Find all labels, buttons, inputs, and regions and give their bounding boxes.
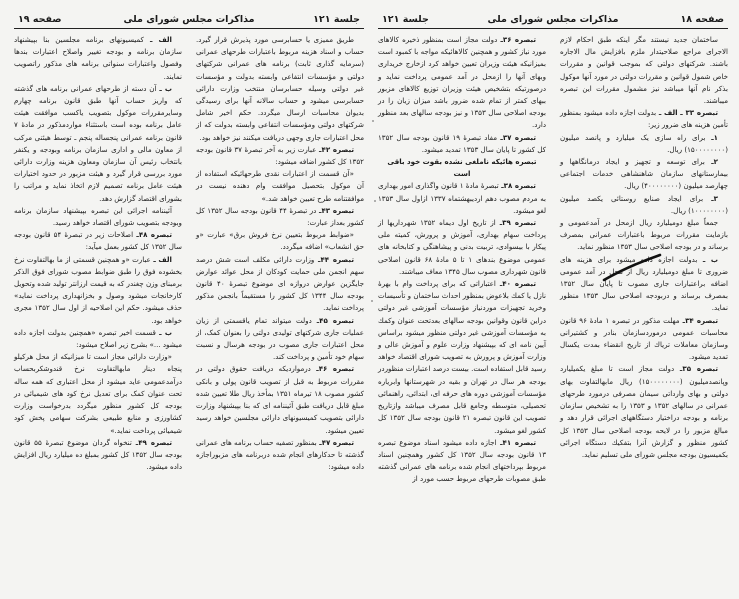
article-paragraph [196, 205, 364, 229]
article-paragraph [14, 254, 182, 327]
article-label: تبصره ۳۷ـ [497, 132, 536, 142]
article-label: ۲ـ [704, 157, 718, 167]
article-text: وزارت دارائی مکلف است شش درصد سهم انجمن ملی حمایت کودکان از محل عوائد عوارض جایگزین عوارض دروازه ای موضوع تبصرهٔ ۴۰ قانون بودجه سال ۱۳۴۴ کل کشور را مستقیماً بانجمن مذکور پرداخت نماید. [196, 254, 365, 313]
article-paragraph [560, 363, 728, 461]
article-text: برای راه سازی یک میلیارد و پانصد میلیون (۱۵۰۰۰۰۰۰۰۰) ریال. [560, 132, 728, 154]
article-paragraph [378, 278, 546, 437]
article-text: «آن قسمت از اعتبارات نقدی طرحهائیکه استفاده از آن موکول بتحصیل موافقت وام دهنده نیست در موافقتنامه طرح تعیین خواهد شد.» [196, 169, 364, 203]
article-paragraph [378, 34, 546, 132]
article-paragraph [196, 144, 364, 168]
text-column-right [560, 34, 728, 461]
article-paragraph [560, 315, 728, 364]
article-label: تبصره ۳۸ـ [498, 181, 536, 191]
article-paragraph [560, 193, 728, 217]
article-text: از تاریخ اول دیماه ۱۳۵۲ شهرداریها از پرداخت سهام بهداری، آموزش و پرورش، کمیته ملی پیکار با بیسوادی، تربیت بدنی و پیشاهنگی و کتابخانه های عمومی موضوع بندهای ۱ تا ۵ مادهٔ ۶۸ قانون اصلاحی قانون شهرداری مصوب سال ۱۳۴۵ معاف میباشند. [378, 218, 546, 276]
article-paragraph [560, 34, 728, 107]
article-text: قسمت اخیر تبصره «همچنین بدولت اجازه داده میشود ...» بشرح زیر اصلاح میشود: [14, 327, 182, 350]
article-paragraph [14, 351, 182, 436]
article-label: تبصره ۴۷ـ [316, 437, 354, 447]
page-18 [378, 0, 728, 599]
article-text: جمعاً مبلغ دومیلیارد ریال ازمحل در آمدعمومی و بازمایت مقررات مربوط باعتبارات عمرانی بمصرف برساند و در بودجه اصلاحی سال ۱۳۵۳ منظور نماید. [560, 218, 728, 252]
session-number: جلسة ۱۲۱ [313, 14, 360, 25]
article-text: تبصرهٔ مادهٔ ۱ قانون واگذاری امور بهداری به مردم مصوب دهم اردیبهشتماه ۱۳۳۷ ازاول سال ۱۳۵۳ لغو میشود. [378, 181, 546, 215]
article-label: تبصره ۳۶ـ [497, 35, 536, 44]
article-label: الف ـ [143, 35, 172, 44]
article-paragraph [378, 132, 546, 156]
article-label: تبصره ۴۶ـ [310, 364, 354, 374]
article-label: تبصره ۴۴ـ [314, 254, 354, 264]
publication-title: مذاکرات مجلس شورای ملی [487, 14, 619, 25]
article-label: تبصره ۴۰ـ [495, 279, 536, 289]
text-column-left [14, 34, 182, 473]
article-text: بدولت اجازه داده میشود بمنظور تأمین هزینه های ضرور زیر: [560, 108, 728, 130]
article-text: اجازه داده میشود اسناد موضوع تبصره ۱۳ قانون بودجه سال ۱۳۵۲ کل کشور وهمچنین اسناد مربوط بپرداختهای انجام شده برنامه های عمرانی گذشته طبق مصوبات طرحهای مربوط حسب مورد از [378, 437, 547, 484]
article-label: تبصره ۴۲ـ [316, 144, 355, 154]
article-label: تبصره ۴۵ـ [311, 315, 354, 325]
text-column-left [378, 34, 546, 486]
article-text: تبصره هائیکه ناملغی نشده بقوت خود باقی است [387, 157, 537, 179]
article-text: آئیننامه اجرائی این تبصره بپیشنهاد سازمان برنامه وبودجه بتصویب شورای اقتصاد خواهد رسید. [14, 205, 182, 228]
article-label: تبصره ۴۱ـ [496, 437, 536, 447]
article-paragraph [560, 107, 728, 131]
text-column-right [196, 34, 364, 473]
page-number: صفحه ۱۸ [680, 14, 724, 25]
article-text: «وزارت دارائی مجاز است تا میزانیکه از محل هرکیلو پنجاه دینار مابهالتفاوت نرخ قندوشکربحساب درآمدعمومی عاید میشود از محل اعتباری که همه ساله تحت عنوان کمک برای تعدیل نرخ کود های شیمیائی در بودجه کل کشور منظور میگردد بدرخواست وزارت کشاورزی و منابع طبیعی بشرکت سهامی پخش کود شیمیائی پرداخت نماید.» [14, 352, 182, 435]
article-paragraph [196, 34, 364, 144]
article-text: عبارت زیر به آخر تبصرهٔ ۳۷ قانون بودجه ۱۳۵۲ کل کشور اضافه میشود: [196, 144, 364, 167]
article-paragraph [196, 229, 364, 253]
article-text: بمنظور تصفیه حساب برنامه های عمرانی گذشته تا حدکارهای انجام شده دربرنامه های مزبوراجازه داده میشود: [195, 437, 364, 472]
article-label: تبصره ۴۸ـ [133, 230, 172, 240]
page-number: صفحه ۱۹ [18, 14, 62, 25]
scan-speck [374, 200, 376, 202]
article-paragraph [14, 83, 182, 205]
article-text: تنخواه گردان موضوع تبصرهٔ ۵۵ قانون بودجه سال ۱۳۵۲ کل کشور بمبلغ ده میلیارد ریال افزایش داده میشود. [14, 437, 182, 472]
article-paragraph [196, 168, 364, 205]
article-text: «ضوابط مربوط بتعیین نرخ فروش برق» عبارت «و حق انشعاب» اضافه میگردد. [196, 230, 364, 252]
page-header [378, 12, 728, 29]
article-paragraph [560, 132, 728, 156]
section-heading [378, 156, 546, 180]
article-text: دولت مجاز است بمنظور ذخیره کالاهای مورد نیاز کشور و همچنین کالاهائیکه مواجه با کمبود است بمیزانیکه هیئت وزیران تعیین خواهد کرد ازخارج خریداری وبهای آنها را ازمحل در آمد عمومی پرداخت نماید و درصورتیکه بتشخیص هیئت وزیران توزیع کالاهای مزبور ببهای کمتر از تمام شده ضرور باشد میزان زیان را در بودجه اصلاحی سال ۱۳۵۳ و نیز بودجه سالهای بعد منظور دارد. [378, 35, 546, 130]
article-label: تبصره ۴۳ـ [316, 205, 355, 215]
article-text: در تبصرهٔ ۴۴ قانون بودجه سال ۱۳۵۲ کل کشور بعداز عبارت: [196, 205, 364, 228]
article-label: تبصره ۳۹ـ [495, 218, 536, 228]
article-text: برای توسعه و تجهیز و ایجاد درمانگاهها و بیمارستانهای سازمان شاهنشاهی خدمات اجتماعی چهارصد میلیون (۴۰۰۰۰۰۰۰۰) ریال. [560, 157, 728, 191]
article-paragraph [196, 363, 364, 436]
article-paragraph [14, 327, 182, 351]
article-label: تبصره ۳۴ـ [679, 315, 718, 325]
article-paragraph [14, 229, 182, 253]
article-text: آن دسته از طرحهای عمرانی برنامه های گذشته که واریز حساب آنها طبق قانون برنامه چهارم وسایرمقررات موکول بتصویب یاکسب موافقت هیئت عامل برنامه بوده است باستثناء مواردمذکور در مادهٔ ۷ قانون برنامه عمرانی پنجساله پنجم ـ توسط هیئتی مرکب از معاون مالی و اداری سازمان برنامه وبودجه و یکنفر بانتخاب رئیس آن سازمان ومعاون هزینه وزارت دارائی مورد بررسی قرار گیرد و هیئت مزبور در حدود اختیارات هیئت عامل برنامه تصمیم لازم اتخاذ نماید و مراتب را بشورای اقتصاد گزارش دهد. [14, 83, 182, 203]
article-label: ب ـ [155, 327, 172, 337]
article-label: الف ـ [150, 254, 172, 264]
article-paragraph [14, 437, 182, 474]
article-paragraph [378, 217, 546, 278]
article-paragraph [14, 205, 182, 229]
article-text: برای ایجاد صنایع روستائی یکصد میلیون (۱۰۰۰۰۰۰۰۰) ریال. [560, 193, 728, 215]
publication-title: مذاکرات مجلس شورای ملی [123, 14, 255, 25]
article-text: ساختمان جدید نیستند مگر اینکه طبق احکام لازم الاجرای مراجع صلاحیتدار ملزم بافزایش مال الاجاره باشند. شرکتهای دولتی که بموجب قوانین و مقررات خاص شمول قوانین و مقررات دولتی در مورد آنها موکول بذکر نام آنها میباشد نیز مشمول مقررات این تبصره میباشند. [560, 35, 728, 106]
article-label: تبصره ۴۹ـ [131, 437, 172, 447]
article-label: ۳ـ [703, 193, 718, 203]
article-paragraph [196, 315, 364, 364]
article-text: درمواردیکه دریافت حقوق دولتی در مقررات مربوط به قبل از تصویب قانون پولی و بانکی کشور مصوب ۱۸ تیرماه ۱۳۵۱ بمأخذ ریال طلا تعیین شده مبلغ قابل دریافت طبق آئیننامه ای که بنا بپیشنهاد وزارت دارائی بتصویب کمیسیونهای دارائی مجلسین خواهد رسید تعیین میشود. [196, 364, 364, 435]
article-label: تبصره ۳۵ـ [674, 364, 718, 374]
scan-speck [372, 120, 374, 122]
article-paragraph [560, 217, 728, 254]
article-text: دولت میتواند تمام یاقسمتی از زیان عملیات جاری شرکتهای تولیدی دولتی را بعنوان کمک، از محل اعتبارات جاری مصوب در بودجه هرسال و نسبت سهام خود تأمین و پرداخت کند. [196, 315, 364, 362]
article-label: ۱ـ [705, 132, 718, 142]
article-text: مفاد تبصرهٔ ۱۹ قانون بودجه سال ۱۳۵۲ کل کشور تا پایان سال ۱۳۵۳ تمدید میشود. [378, 132, 546, 154]
article-label: ب ـ [156, 83, 172, 93]
article-paragraph [560, 156, 728, 193]
article-paragraph [14, 34, 182, 83]
session-number: جلسة ۱۲۱ [382, 14, 429, 25]
article-text: عبارت «و همچنین قسمتی از ما بهالتفاوت نرخ بخشوده فوق را طبق ضوابط مصوب شورای فوق الذکر برمبنای وزن چغندر که به قیمت ارزانتر تولید شده وتحویل کارخانجات میشود وصول و بخزانهداری پرداخت نماید» حذف میشود. حکم این اصلاحیه از اول سال ۱۳۵۲ مجری خواهد بود. [14, 254, 182, 325]
article-text: طریق ممیزی یا حسابرسی مورد پذیرش قرار گیرد. حساب و اسناد هزینه مربوط باعتبارات طرحهای عمرانی (سرمایه گذاری ثابت) برنامه های عمرانی شرکتهای دولتی و مؤسسات انتفاعی وابسته بدولت و مؤسسات غیر دولتی وسیله حسابرسان منتخب وزارت دارائی حسابرسی میشود و حساب سالانه آنها برای رسیدگی بدیوان محاسبات ارسال میگردد. حکم اخیر شامل شرکتهای دولتی ومؤسسات انتفاعی وابسته بدولت که از محل اعتبارات جاری وجهی دریافت میکنند نیز خواهد بود. [196, 35, 364, 142]
article-paragraph [196, 254, 364, 315]
page-19 [14, 0, 364, 599]
page-header [14, 12, 364, 29]
article-text: دولت مجاز است تا مبلغ یکمیلیارد وپانصدمیلیون (۱۵۰۰۰۰۰۰۰۰) ریال مابهالتفاوت بهای دولتی و بهای وارداتی سیمان مصرفی درمورد طرحهای عمرانی در سالهای ۱۳۵۲ و ۱۳۵۳ را به تشخیص سازمان برنامه و بودجه دراختیار دستگاههای اجرائی قرار دهد و مبالغ مزبور را در لایحه بودجه اصلاحی سال ۱۳۵۳ کل کشور منظور و گزارش آنرا بتفکیك دستگاه اجرائی بکمیسیون بودجه مجلس شورای ملی تسلیم نماید. [560, 364, 729, 459]
article-text: بدولت اجازه داده میشود برای هزینه های ضروری تا مبلغ دومیلیارد ریال از محل در آمد عمومی اضافه براعتبارات جاری مصوب تا پایان سال ۱۳۵۲ بمصرف برساند و دربودجه اصلاحی سال ۱۳۵۳ منظور نماید. [560, 254, 728, 313]
scan-speck [371, 300, 373, 302]
article-text: کمیسیونهای برنامه مجلسین بنا بپیشنهاد سازمان برنامه و بودجه تغییر واصلاح اعتبارات بندها وفصول واعتبارات سنواتی برنامه های مذکور راتصویب نمایند. [14, 35, 182, 81]
article-text: اصلاحات زیر در تبصرهٔ ۵۴ قانون بودجه سال ۱۳۵۲ کل کشور بعمل میآید: [14, 230, 182, 252]
article-paragraph [378, 437, 546, 486]
article-text: مهلت مذکور در تبصره ۱ مادهٔ ۹۶ قانون محاسبات عمومی درموردسازمان بنادر و کشتیرانی وسازمان معاملات تریاك از تاریخ انقضاء بمدت یکسال تمدید میشود. [560, 315, 728, 362]
article-label: ب ـ [697, 254, 718, 264]
article-paragraph [378, 180, 546, 217]
article-label: تبصره ۳۳ ـ الف ـ [656, 108, 718, 118]
article-paragraph [560, 254, 728, 315]
article-text: اعتباراتی که برای پرداخت وام با بهرهٔ نازل یا کمك بلاعوض بمنظور احداث ساختمان و تأسیسات وخرید تجهیزات موردنیاز مؤسسات آموزشی غیر دولتی دراین قانون وقوانین بودجه سالهای بعدتحت عنوان وکمك به مؤسسات آموزشی غیر دولتی منظور میشود براساس آیین نامه ای که بپیشنهاد وزارت علوم و آموزش عالی و وزارت آموزش و پرورش به تصویب شورای اقتصاد خواهد رسید قابل استفاده است. بیست درصد اعتبارات منظوردر بودجه هر سال در تهران و بقیه در شهرستانها وابریاره مؤسسات آموزشی دوره های حرفه ای، ابتدائی، راهنمائی تحصیلی، متوسطه وجامع قابل مصرف میباشد وازتاریخ تصویب این قانون تبصره ۲۱ قانون بودجه سال ۱۳۵۲ کل کشور لغو میشود. [378, 279, 546, 435]
article-paragraph [196, 437, 364, 474]
